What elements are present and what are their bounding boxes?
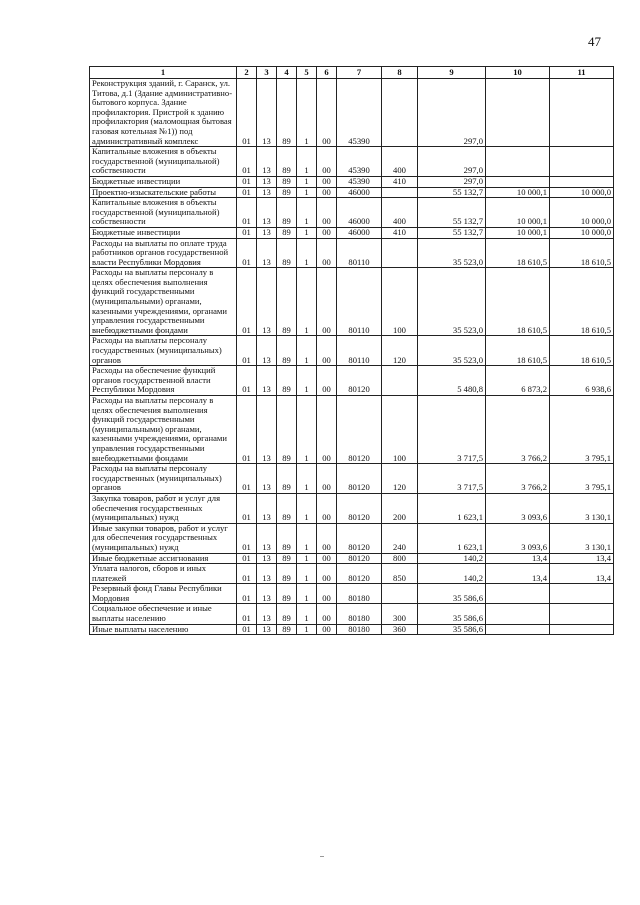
cell-col-10 [486, 584, 550, 604]
cell-col-2: 01 [237, 523, 257, 553]
cell-col-8: 410 [382, 227, 418, 238]
cell-col-5: 1 [297, 79, 317, 147]
cell-col-9: 3 717,5 [418, 464, 486, 494]
cell-col-7: 80120 [337, 464, 382, 494]
cell-col-7: 45390 [337, 79, 382, 147]
cell-col-6: 00 [317, 79, 337, 147]
cell-col-3: 13 [257, 187, 277, 198]
cell-col-9: 140,2 [418, 553, 486, 564]
cell-col-11: 3 795,1 [550, 396, 614, 464]
column-header: 2 [237, 67, 257, 79]
cell-col-5: 1 [297, 604, 317, 624]
cell-col-5: 1 [297, 336, 317, 366]
cell-col-4: 89 [277, 198, 297, 228]
cell-col-9: 140,2 [418, 564, 486, 584]
row-name: Иные бюджетные ассигнования [90, 553, 237, 564]
row-name: Реконструкция зданий, г. Саранск, ул. Титова, д.1 (Здание административно-бытового корпуса. Здание профилактория. Пристрой к зданию профилактория (маломощная бытовая газовая котельная №1)) под административный комплекс [90, 79, 237, 147]
cell-col-5: 1 [297, 624, 317, 635]
cell-col-4: 89 [277, 187, 297, 198]
cell-col-6: 00 [317, 366, 337, 396]
cell-col-10: 3 766,2 [486, 396, 550, 464]
cell-col-8 [382, 187, 418, 198]
cell-col-8: 120 [382, 336, 418, 366]
row-name: Расходы на выплаты персоналу в целях обеспечения выполнения функций государственными (муниципальными) органами, казенными учреждениями, органами управления государственными внебюджетными фондами [90, 268, 237, 336]
cell-col-7: 80110 [337, 268, 382, 336]
budget-table [89, 66, 614, 635]
row-name: Проектно-изыскательские работы [90, 187, 237, 198]
cell-col-6: 00 [317, 604, 337, 624]
cell-col-8: 800 [382, 553, 418, 564]
cell-col-9: 55 132,7 [418, 227, 486, 238]
cell-col-9: 35 523,0 [418, 238, 486, 268]
cell-col-2: 01 [237, 336, 257, 366]
cell-col-2: 01 [237, 238, 257, 268]
table-row [90, 396, 614, 464]
cell-col-10: 13,4 [486, 564, 550, 584]
cell-col-10: 13,4 [486, 553, 550, 564]
cell-col-8 [382, 584, 418, 604]
cell-col-7: 80120 [337, 553, 382, 564]
cell-col-7: 80120 [337, 366, 382, 396]
cell-col-7: 46000 [337, 187, 382, 198]
cell-col-2: 01 [237, 493, 257, 523]
cell-col-8 [382, 79, 418, 147]
cell-col-3: 13 [257, 79, 277, 147]
cell-col-4: 89 [277, 624, 297, 635]
cell-col-7: 45390 [337, 147, 382, 177]
row-name: Бюджетные инвестиции [90, 227, 237, 238]
column-header: 11 [550, 67, 614, 79]
cell-col-11 [550, 624, 614, 635]
column-header: 9 [418, 67, 486, 79]
cell-col-4: 89 [277, 268, 297, 336]
cell-col-5: 1 [297, 198, 317, 228]
table-row [90, 366, 614, 396]
cell-col-7: 80110 [337, 238, 382, 268]
cell-col-4: 89 [277, 464, 297, 494]
column-header: 7 [337, 67, 382, 79]
cell-col-11: 3 130,1 [550, 493, 614, 523]
row-name: Расходы на выплаты персоналу государственных (муниципальных) органов [90, 336, 237, 366]
row-name: Социальное обеспечение и иные выплаты населению [90, 604, 237, 624]
cell-col-9: 35 523,0 [418, 268, 486, 336]
cell-col-4: 89 [277, 366, 297, 396]
cell-col-4: 89 [277, 396, 297, 464]
cell-col-4: 89 [277, 493, 297, 523]
cell-col-2: 01 [237, 624, 257, 635]
cell-col-6: 00 [317, 624, 337, 635]
cell-col-6: 00 [317, 584, 337, 604]
table-row [90, 584, 614, 604]
cell-col-8: 100 [382, 268, 418, 336]
cell-col-11: 10 000,0 [550, 227, 614, 238]
table-row [90, 238, 614, 268]
scan-mark [320, 856, 324, 857]
cell-col-3: 13 [257, 176, 277, 187]
cell-col-5: 1 [297, 493, 317, 523]
table-row [90, 523, 614, 553]
cell-col-8: 120 [382, 464, 418, 494]
cell-col-4: 89 [277, 553, 297, 564]
cell-col-7: 46000 [337, 227, 382, 238]
cell-col-6: 00 [317, 523, 337, 553]
cell-col-11 [550, 79, 614, 147]
cell-col-2: 01 [237, 396, 257, 464]
cell-col-10: 10 000,1 [486, 198, 550, 228]
cell-col-2: 01 [237, 147, 257, 177]
cell-col-9: 55 132,7 [418, 198, 486, 228]
cell-col-11 [550, 176, 614, 187]
cell-col-11: 18 610,5 [550, 268, 614, 336]
cell-col-10 [486, 147, 550, 177]
cell-col-5: 1 [297, 147, 317, 177]
cell-col-6: 00 [317, 176, 337, 187]
cell-col-6: 00 [317, 564, 337, 584]
cell-col-6: 00 [317, 336, 337, 366]
cell-col-4: 89 [277, 79, 297, 147]
table-row [90, 464, 614, 494]
table-row [90, 187, 614, 198]
cell-col-2: 01 [237, 604, 257, 624]
cell-col-3: 13 [257, 604, 277, 624]
cell-col-6: 00 [317, 553, 337, 564]
cell-col-7: 80180 [337, 624, 382, 635]
cell-col-5: 1 [297, 523, 317, 553]
cell-col-5: 1 [297, 238, 317, 268]
cell-col-10: 18 610,5 [486, 336, 550, 366]
cell-col-10: 18 610,5 [486, 238, 550, 268]
row-name: Расходы на выплаты по оплате труда работников органов государственной власти Республики Мордовия [90, 238, 237, 268]
cell-col-9: 55 132,7 [418, 187, 486, 198]
column-header: 3 [257, 67, 277, 79]
cell-col-8: 300 [382, 604, 418, 624]
cell-col-6: 00 [317, 187, 337, 198]
table-row [90, 227, 614, 238]
cell-col-5: 1 [297, 187, 317, 198]
row-name: Расходы на обеспечение функций органов государственной власти Республики Мордовия [90, 366, 237, 396]
cell-col-10 [486, 624, 550, 635]
cell-col-8: 200 [382, 493, 418, 523]
table-row [90, 336, 614, 366]
cell-col-9: 1 623,1 [418, 493, 486, 523]
cell-col-10: 6 873,2 [486, 366, 550, 396]
cell-col-9: 35 586,6 [418, 584, 486, 604]
cell-col-11: 10 000,0 [550, 187, 614, 198]
cell-col-3: 13 [257, 584, 277, 604]
row-name: Иные закупки товаров, работ и услуг для обеспечения государственных (муниципальных) нужд [90, 523, 237, 553]
column-header: 8 [382, 67, 418, 79]
cell-col-2: 01 [237, 227, 257, 238]
cell-col-4: 89 [277, 227, 297, 238]
cell-col-7: 45390 [337, 176, 382, 187]
cell-col-5: 1 [297, 464, 317, 494]
cell-col-3: 13 [257, 493, 277, 523]
row-name: Закупка товаров, работ и услуг для обеспечения государственных (муниципальных) нужд [90, 493, 237, 523]
cell-col-3: 13 [257, 198, 277, 228]
cell-col-4: 89 [277, 523, 297, 553]
cell-col-11 [550, 584, 614, 604]
table-row [90, 493, 614, 523]
cell-col-7: 80120 [337, 523, 382, 553]
cell-col-7: 80120 [337, 493, 382, 523]
cell-col-3: 13 [257, 268, 277, 336]
table-row [90, 176, 614, 187]
row-name: Расходы на выплаты персоналу в целях обеспечения выполнения функций государственными (муниципальными) органами, казенными учреждениями, органами управления государственными внебюджетными фондами [90, 396, 237, 464]
table-body [90, 79, 614, 635]
table-row [90, 564, 614, 584]
cell-col-3: 13 [257, 523, 277, 553]
cell-col-3: 13 [257, 553, 277, 564]
cell-col-11: 3 130,1 [550, 523, 614, 553]
cell-col-5: 1 [297, 227, 317, 238]
cell-col-11: 18 610,5 [550, 238, 614, 268]
cell-col-9: 1 623,1 [418, 523, 486, 553]
cell-col-8: 410 [382, 176, 418, 187]
cell-col-11: 10 000,0 [550, 198, 614, 228]
cell-col-6: 00 [317, 227, 337, 238]
cell-col-8: 360 [382, 624, 418, 635]
cell-col-7: 80120 [337, 396, 382, 464]
cell-col-8: 850 [382, 564, 418, 584]
cell-col-9: 297,0 [418, 79, 486, 147]
cell-col-3: 13 [257, 227, 277, 238]
cell-col-10 [486, 79, 550, 147]
cell-col-8 [382, 238, 418, 268]
table-row [90, 624, 614, 635]
cell-col-5: 1 [297, 176, 317, 187]
cell-col-2: 01 [237, 198, 257, 228]
cell-col-4: 89 [277, 564, 297, 584]
cell-col-3: 13 [257, 238, 277, 268]
cell-col-2: 01 [237, 268, 257, 336]
cell-col-7: 80120 [337, 564, 382, 584]
column-header: 5 [297, 67, 317, 79]
cell-col-6: 00 [317, 493, 337, 523]
column-header: 10 [486, 67, 550, 79]
cell-col-10 [486, 604, 550, 624]
cell-col-6: 00 [317, 238, 337, 268]
cell-col-6: 00 [317, 268, 337, 336]
row-name: Капитальные вложения в объекты государственной (муниципальной) собственности [90, 198, 237, 228]
cell-col-10: 3 093,6 [486, 493, 550, 523]
header-row [90, 67, 614, 79]
cell-col-10: 10 000,1 [486, 227, 550, 238]
cell-col-4: 89 [277, 604, 297, 624]
cell-col-3: 13 [257, 464, 277, 494]
cell-col-11 [550, 147, 614, 177]
table-row [90, 268, 614, 336]
cell-col-10: 3 766,2 [486, 464, 550, 494]
cell-col-3: 13 [257, 336, 277, 366]
row-name: Капитальные вложения в объекты государственной (муниципальной) собственности [90, 147, 237, 177]
cell-col-4: 89 [277, 176, 297, 187]
cell-col-4: 89 [277, 238, 297, 268]
cell-col-6: 00 [317, 396, 337, 464]
cell-col-8: 400 [382, 147, 418, 177]
row-name: Расходы на выплаты персоналу государственных (муниципальных) органов [90, 464, 237, 494]
cell-col-11: 18 610,5 [550, 336, 614, 366]
cell-col-9: 3 717,5 [418, 396, 486, 464]
table-row [90, 553, 614, 564]
cell-col-7: 46000 [337, 198, 382, 228]
cell-col-11: 6 938,6 [550, 366, 614, 396]
cell-col-3: 13 [257, 564, 277, 584]
cell-col-5: 1 [297, 268, 317, 336]
cell-col-2: 01 [237, 176, 257, 187]
cell-col-5: 1 [297, 553, 317, 564]
table-row [90, 604, 614, 624]
cell-col-10: 10 000,1 [486, 187, 550, 198]
row-name: Иные выплаты населению [90, 624, 237, 635]
cell-col-11: 3 795,1 [550, 464, 614, 494]
cell-col-8: 100 [382, 396, 418, 464]
cell-col-3: 13 [257, 396, 277, 464]
cell-col-4: 89 [277, 584, 297, 604]
cell-col-4: 89 [277, 336, 297, 366]
cell-col-6: 00 [317, 147, 337, 177]
table-row [90, 198, 614, 228]
cell-col-5: 1 [297, 564, 317, 584]
table-row [90, 79, 614, 147]
cell-col-10: 18 610,5 [486, 268, 550, 336]
cell-col-3: 13 [257, 624, 277, 635]
cell-col-2: 01 [237, 553, 257, 564]
cell-col-2: 01 [237, 366, 257, 396]
table-row [90, 147, 614, 177]
cell-col-9: 297,0 [418, 176, 486, 187]
cell-col-4: 89 [277, 147, 297, 177]
cell-col-7: 80180 [337, 584, 382, 604]
cell-col-2: 01 [237, 464, 257, 494]
cell-col-6: 00 [317, 464, 337, 494]
column-header: 6 [317, 67, 337, 79]
row-name: Резервный фонд Главы Республики Мордовия [90, 584, 237, 604]
page-number: 47 [588, 34, 601, 49]
cell-col-2: 01 [237, 187, 257, 198]
cell-col-11 [550, 604, 614, 624]
cell-col-2: 01 [237, 584, 257, 604]
cell-col-8: 240 [382, 523, 418, 553]
cell-col-7: 80180 [337, 604, 382, 624]
cell-col-5: 1 [297, 584, 317, 604]
cell-col-9: 35 523,0 [418, 336, 486, 366]
cell-col-8: 400 [382, 198, 418, 228]
cell-col-8 [382, 366, 418, 396]
cell-col-2: 01 [237, 79, 257, 147]
row-name: Уплата налогов, сборов и иных платежей [90, 564, 237, 584]
cell-col-5: 1 [297, 366, 317, 396]
cell-col-6: 00 [317, 198, 337, 228]
cell-col-9: 297,0 [418, 147, 486, 177]
cell-col-7: 80110 [337, 336, 382, 366]
cell-col-10 [486, 176, 550, 187]
cell-col-5: 1 [297, 396, 317, 464]
column-header: 4 [277, 67, 297, 79]
cell-col-11: 13,4 [550, 553, 614, 564]
cell-col-9: 35 586,6 [418, 604, 486, 624]
cell-col-2: 01 [237, 564, 257, 584]
cell-col-9: 5 480,8 [418, 366, 486, 396]
cell-col-10: 3 093,6 [486, 523, 550, 553]
cell-col-3: 13 [257, 147, 277, 177]
cell-col-11: 13,4 [550, 564, 614, 584]
row-name: Бюджетные инвестиции [90, 176, 237, 187]
column-header: 1 [90, 67, 237, 79]
cell-col-9: 35 586,6 [418, 624, 486, 635]
cell-col-3: 13 [257, 366, 277, 396]
